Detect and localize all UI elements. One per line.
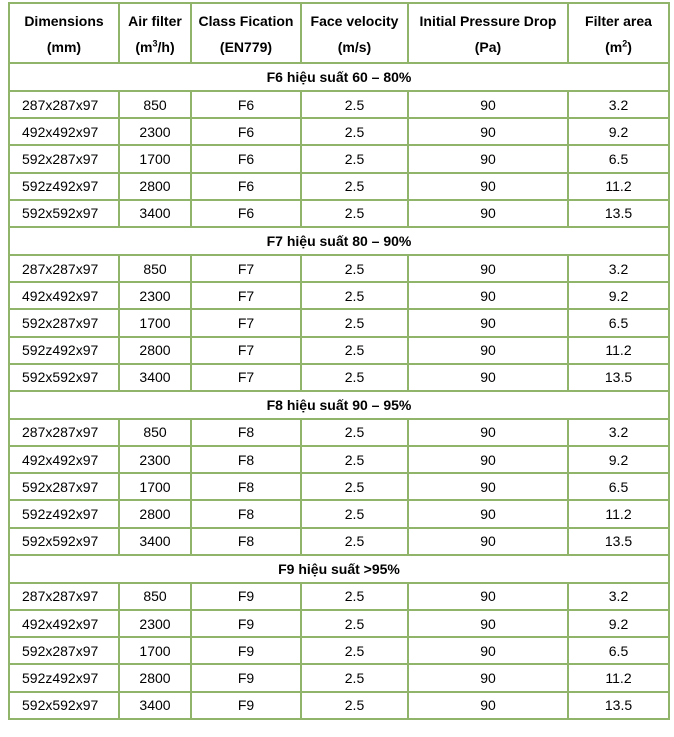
table-row <box>9 473 669 500</box>
cell-class: F6 <box>191 118 301 145</box>
cell-class: F9 <box>191 583 301 610</box>
cell-face-velocity: 2.5 <box>301 500 408 527</box>
cell-air-filter: 1700 <box>119 309 191 336</box>
cell-filter-area: 11.2 <box>568 173 669 200</box>
cell-filter-area: 13.5 <box>568 200 669 227</box>
cell-air-filter: 850 <box>119 583 191 610</box>
cell-filter-area: 6.5 <box>568 637 669 664</box>
cell-filter-area: 13.5 <box>568 364 669 391</box>
cell-pressure-drop: 90 <box>408 473 568 500</box>
cell-dimensions: 592x592x97 <box>9 364 119 391</box>
cell-face-velocity: 2.5 <box>301 282 408 309</box>
cell-face-velocity: 2.5 <box>301 145 408 172</box>
cell-pressure-drop: 90 <box>408 583 568 610</box>
cell-dimensions: 592x592x97 <box>9 200 119 227</box>
cell-pressure-drop: 90 <box>408 664 568 691</box>
cell-air-filter: 2300 <box>119 282 191 309</box>
cell-dimensions: 287x287x97 <box>9 255 119 282</box>
cell-air-filter: 2800 <box>119 173 191 200</box>
cell-class: F9 <box>191 610 301 637</box>
cell-air-filter: 3400 <box>119 364 191 391</box>
cell-pressure-drop: 90 <box>408 118 568 145</box>
cell-class: F8 <box>191 500 301 527</box>
cell-class: F8 <box>191 446 301 473</box>
cell-air-filter: 2300 <box>119 610 191 637</box>
cell-air-filter: 2300 <box>119 118 191 145</box>
cell-air-filter: 3400 <box>119 692 191 719</box>
cell-dimensions: 592x287x97 <box>9 473 119 500</box>
cell-dimensions: 592z492x97 <box>9 664 119 691</box>
cell-pressure-drop: 90 <box>408 637 568 664</box>
table-body <box>9 63 669 719</box>
group-header-row <box>9 391 669 419</box>
cell-pressure-drop: 90 <box>408 309 568 336</box>
cell-face-velocity: 2.5 <box>301 337 408 364</box>
header-filter-area: Filter area $(m^2)$ <box>568 3 669 63</box>
cell-dimensions: 592x287x97 <box>9 309 119 336</box>
group-header-row <box>9 555 669 583</box>
cell-filter-area: 13.5 <box>568 692 669 719</box>
cell-filter-area: 9.2 <box>568 282 669 309</box>
cell-dimensions: 492x492x97 <box>9 446 119 473</box>
table-row <box>9 118 669 145</box>
filter-spec-table <box>8 2 670 720</box>
cell-dimensions: 592x592x97 <box>9 528 119 555</box>
group-title: F9 hiệu suất >95% <box>9 555 669 583</box>
cell-pressure-drop: 90 <box>408 446 568 473</box>
cell-pressure-drop: 90 <box>408 282 568 309</box>
cell-filter-area: 3.2 <box>568 419 669 446</box>
cell-dimensions: 287x287x97 <box>9 419 119 446</box>
cell-pressure-drop: 90 <box>408 145 568 172</box>
cell-class: F7 <box>191 364 301 391</box>
cell-face-velocity: 2.5 <box>301 255 408 282</box>
cell-face-velocity: 2.5 <box>301 200 408 227</box>
cell-class: F9 <box>191 637 301 664</box>
cell-dimensions: 287x287x97 <box>9 583 119 610</box>
group-title: F7 hiệu suất 80 – 90% <box>9 227 669 255</box>
cell-air-filter: 1700 <box>119 473 191 500</box>
cell-pressure-drop: 90 <box>408 419 568 446</box>
cell-pressure-drop: 90 <box>408 91 568 118</box>
cell-dimensions: 592z492x97 <box>9 500 119 527</box>
table-row <box>9 309 669 336</box>
header-initial-pressure-drop: Initial Pressure Drop (Pa) <box>408 3 568 63</box>
table-header-row <box>9 3 669 63</box>
cell-pressure-drop: 90 <box>408 692 568 719</box>
cell-air-filter: 2800 <box>119 500 191 527</box>
group-title: F8 hiệu suất 90 – 95% <box>9 391 669 419</box>
cell-class: F9 <box>191 692 301 719</box>
header-class-fication: Class Fication (EN779) <box>191 3 301 63</box>
cell-pressure-drop: 90 <box>408 364 568 391</box>
table-row <box>9 664 669 691</box>
table-row <box>9 91 669 118</box>
table-row <box>9 255 669 282</box>
cell-face-velocity: 2.5 <box>301 637 408 664</box>
cell-face-velocity: 2.5 <box>301 419 408 446</box>
cell-air-filter: 2800 <box>119 664 191 691</box>
cell-filter-area: 3.2 <box>568 91 669 118</box>
cell-filter-area: 9.2 <box>568 118 669 145</box>
cell-class: F9 <box>191 664 301 691</box>
table-row <box>9 446 669 473</box>
cell-air-filter: 1700 <box>119 145 191 172</box>
cell-face-velocity: 2.5 <box>301 473 408 500</box>
group-header-row <box>9 227 669 255</box>
table-row <box>9 419 669 446</box>
cell-class: F7 <box>191 337 301 364</box>
cell-face-velocity: 2.5 <box>301 118 408 145</box>
cell-pressure-drop: 90 <box>408 500 568 527</box>
cell-face-velocity: 2.5 <box>301 692 408 719</box>
table-row <box>9 282 669 309</box>
cell-air-filter: 850 <box>119 255 191 282</box>
cell-dimensions: 592x287x97 <box>9 145 119 172</box>
filter-spec-sheet <box>8 2 668 720</box>
cell-filter-area: 9.2 <box>568 446 669 473</box>
cell-dimensions: 592x592x97 <box>9 692 119 719</box>
group-title: F6 hiệu suất 60 – 80% <box>9 63 669 91</box>
header-face-velocity: Face velocity (m/s) <box>301 3 408 63</box>
cell-class: F6 <box>191 145 301 172</box>
cell-filter-area: 3.2 <box>568 583 669 610</box>
cell-dimensions: 592z492x97 <box>9 337 119 364</box>
cell-pressure-drop: 90 <box>408 255 568 282</box>
cell-face-velocity: 2.5 <box>301 91 408 118</box>
cell-dimensions: 492x492x97 <box>9 610 119 637</box>
table-row <box>9 637 669 664</box>
cell-dimensions: 492x492x97 <box>9 282 119 309</box>
cell-pressure-drop: 90 <box>408 200 568 227</box>
cell-dimensions: 492x492x97 <box>9 118 119 145</box>
cell-face-velocity: 2.5 <box>301 664 408 691</box>
cell-face-velocity: 2.5 <box>301 583 408 610</box>
cell-class: F6 <box>191 91 301 118</box>
cell-class: F7 <box>191 255 301 282</box>
cell-class: F6 <box>191 200 301 227</box>
header-air-filter: Air filter $(m^3/h)$ <box>119 3 191 63</box>
table-row <box>9 692 669 719</box>
cell-filter-area: 11.2 <box>568 664 669 691</box>
cell-face-velocity: 2.5 <box>301 610 408 637</box>
cell-air-filter: 3400 <box>119 528 191 555</box>
cell-filter-area: 11.2 <box>568 337 669 364</box>
table-row <box>9 528 669 555</box>
cell-dimensions: 592x287x97 <box>9 637 119 664</box>
cell-class: F8 <box>191 419 301 446</box>
cell-face-velocity: 2.5 <box>301 173 408 200</box>
table-row <box>9 364 669 391</box>
cell-filter-area: 9.2 <box>568 610 669 637</box>
cell-class: F6 <box>191 173 301 200</box>
cell-filter-area: 6.5 <box>568 145 669 172</box>
cell-filter-area: 13.5 <box>568 528 669 555</box>
cell-face-velocity: 2.5 <box>301 528 408 555</box>
table-row <box>9 610 669 637</box>
cell-air-filter: 2300 <box>119 446 191 473</box>
table-row <box>9 583 669 610</box>
cell-dimensions: 287x287x97 <box>9 91 119 118</box>
cell-pressure-drop: 90 <box>408 337 568 364</box>
cell-filter-area: 6.5 <box>568 473 669 500</box>
table-row <box>9 173 669 200</box>
cell-pressure-drop: 90 <box>408 528 568 555</box>
cell-class: F8 <box>191 528 301 555</box>
cell-air-filter: 3400 <box>119 200 191 227</box>
cell-filter-area: 11.2 <box>568 500 669 527</box>
cell-filter-area: 6.5 <box>568 309 669 336</box>
table-row <box>9 337 669 364</box>
cell-air-filter: 1700 <box>119 637 191 664</box>
cell-air-filter: 850 <box>119 91 191 118</box>
cell-air-filter: 850 <box>119 419 191 446</box>
cell-dimensions: 592z492x97 <box>9 173 119 200</box>
table-row <box>9 145 669 172</box>
cell-class: F7 <box>191 309 301 336</box>
cell-class: F7 <box>191 282 301 309</box>
cell-filter-area: 3.2 <box>568 255 669 282</box>
cell-class: F8 <box>191 473 301 500</box>
group-header-row <box>9 63 669 91</box>
table-row <box>9 200 669 227</box>
header-dimensions: Dimensions (mm) <box>9 3 119 63</box>
table-row <box>9 500 669 527</box>
cell-face-velocity: 2.5 <box>301 446 408 473</box>
cell-pressure-drop: 90 <box>408 610 568 637</box>
cell-face-velocity: 2.5 <box>301 309 408 336</box>
cell-pressure-drop: 90 <box>408 173 568 200</box>
cell-face-velocity: 2.5 <box>301 364 408 391</box>
cell-air-filter: 2800 <box>119 337 191 364</box>
